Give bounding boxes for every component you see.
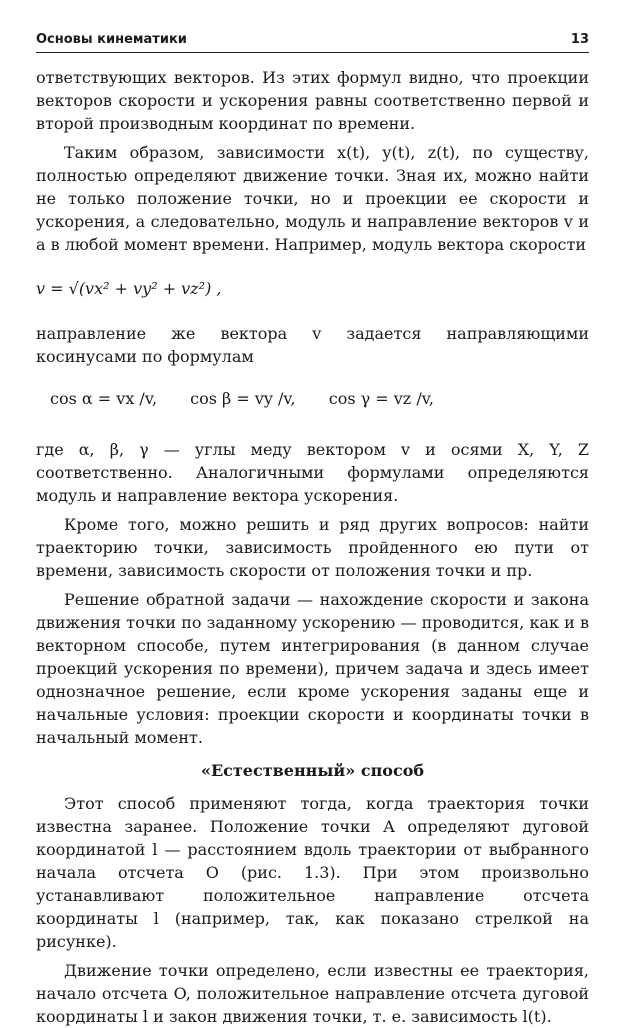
cos-beta: cos β = vy /v,: [190, 389, 296, 408]
running-title: Основы кинематики: [36, 32, 187, 47]
velocity-magnitude-formula: v = √(vx² + vy² + vz²) ,: [36, 279, 222, 298]
section-heading: «Естественный» способ: [200, 761, 425, 780]
running-header: [36, 30, 589, 53]
paragraph: Этот способ применяют тогда, когда траектория точки известна заранее. Положение точки A определяют дуговой координатой l — расстоянием вдоль траектории от выбранного начала отсчета O (рис. 1.3). При этом произвольно устанавливают положительное направление отсчета координаты l (например, так, как показано стрелкой на рисунке).: [36, 794, 589, 951]
body-text: [36, 66, 589, 1028]
paragraph: где α, β, γ — углы меду вектором v и осями X, Y, Z соответственно. Аналогичными формулами определяются модуль и направление вектора ускорения.: [36, 440, 589, 505]
paragraph: Решение обратной задачи — нахождение скорости и закона движения точки по заданному ускорению — проводится, как и в векторном способе, путем интегрирования (в данном случае проекций ускорения по времени), причем задача и здесь имеет однозначное решение, если кроме ускорения заданы еще и начальные условия: проекции скорости и координаты точки в начальный момент.: [36, 590, 589, 747]
paragraph: Движение точки определено, если известны ее траектория, начало отсчета O, положительное направление отсчета дуговой координаты l и закон движения точки, т. е. зависимость l(t).: [36, 961, 589, 1026]
cos-gamma: cos γ = vz /v,: [328, 389, 434, 408]
paragraph: ответствующих векторов. Из этих формул видно, что проекции векторов скорости и ускорения равны соответственно первой и второй производным координат по времени.: [36, 68, 589, 133]
paragraph: Таким образом, зависимости x(t), y(t), z(t), по существу, полностью определяют движение точки. Зная их, можно найти не только положение точки, но и проекции ее скорости и ускорения, а следовательно, модуль и направление векторов v и a в любой момент времени. Например, модуль вектора скорости: [36, 143, 589, 254]
page-number: 13: [570, 32, 589, 47]
direction-cosines-formula: [36, 368, 589, 438]
cos-alpha: cos α = vx /v,: [50, 389, 158, 408]
paragraph: направление же вектора v задается направляющими косинусами по формулам: [36, 324, 589, 366]
paragraph: Кроме того, можно решить и ряд других вопросов: найти траекторию точки, зависимость пройденного ею пути от времени, зависимость скорости от положения точки и пр.: [36, 515, 589, 580]
